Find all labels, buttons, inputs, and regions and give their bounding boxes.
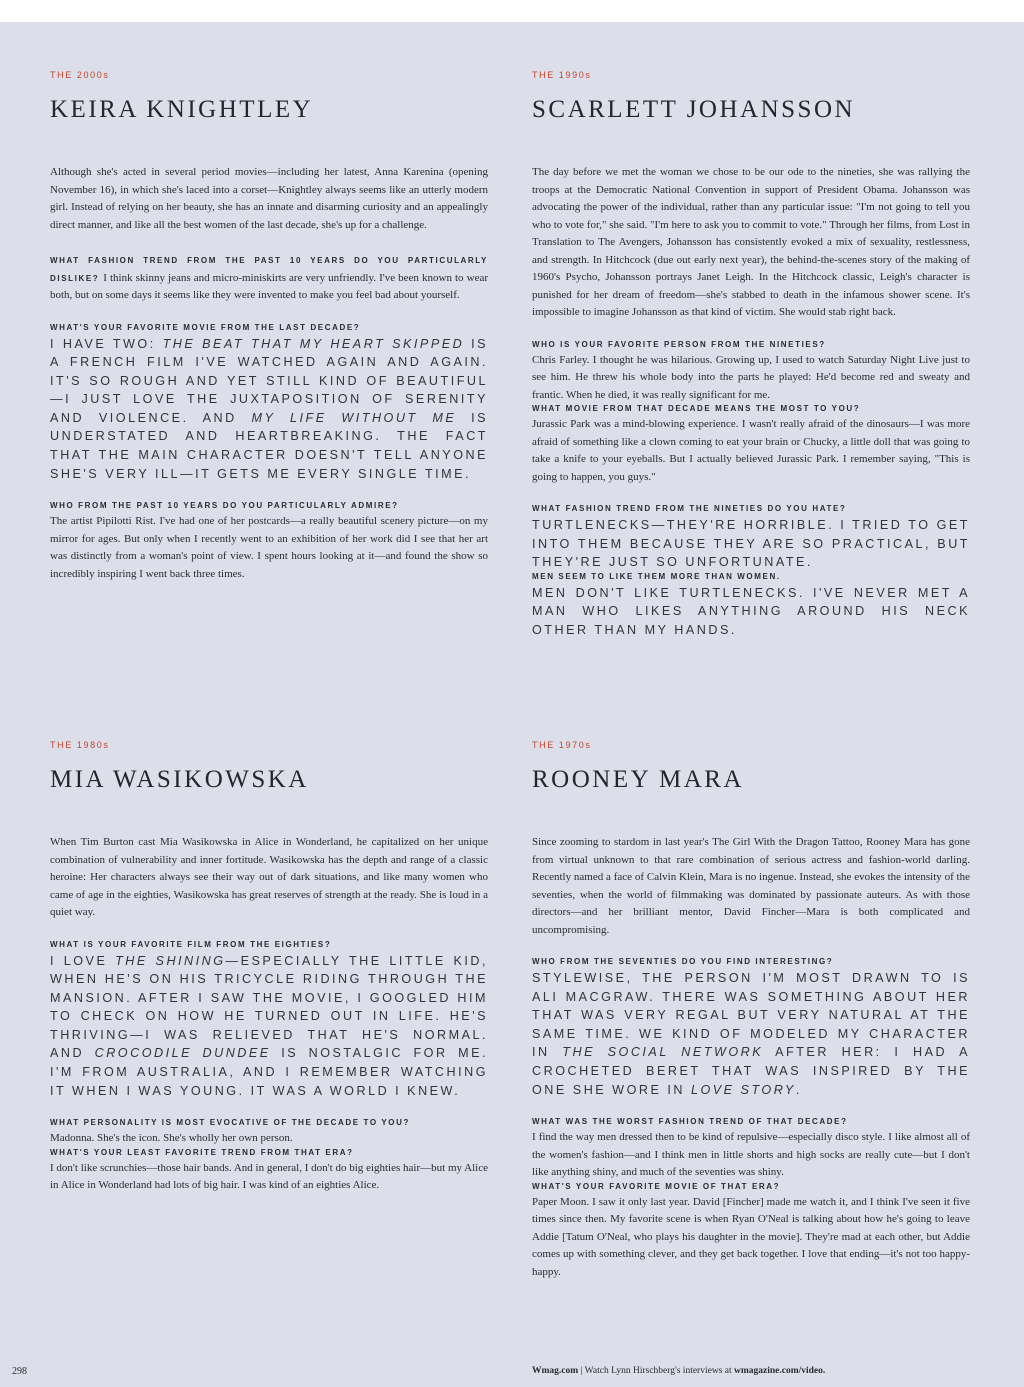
answer: I think skinny jeans and micro-miniskirts are very unfriendly. I've been known to wear both, but on some days it seems like they were invented to make you feel bad about yourself. xyxy=(50,271,488,301)
question: WHO FROM THE SEVENTIES DO YOU FIND INTERESTING? xyxy=(532,957,834,966)
celebrity-name: SCARLETT JOHANSSON xyxy=(532,96,856,123)
film-title: THE BEAT THAT MY HEART SKIPPED xyxy=(162,336,465,351)
film-title: MY LIFE WITHOUT ME xyxy=(251,410,457,425)
answer-text: AFTER HER: I HAD A CROCHETED BERET THAT WAS INSPIRED BY THE ONE SHE WORE IN xyxy=(532,1045,970,1097)
answer-text: IS UNDERSTATED AND HEARTBREAKING. THE FACT THAT THE MAIN CHARACTER DOESN'T TELL ANYONE SHE'S VERY ILL—IT GETS ME EVERY SINGLE TIME. xyxy=(50,410,489,481)
intro-paragraph: Since zooming to stardom in last year's The Girl With the Dragon Tattoo, Rooney Mara has gone from virtual unknown to that rare combination of serious actress and fashion-world darling. Recently named a face of Calvin Klein, Mara is no ingenue. Instead, she evokes the intensity of the seventies, when the world of filmmaking was dominated by passionate auteurs. As with those directors—and her brilliant mentor, David Fincher—Mara is both complicated and uncompromising. xyxy=(532,836,970,936)
question: WHAT'S YOUR FAVORITE MOVIE FROM THE LAST DECADE? xyxy=(50,322,361,332)
pull-answer: MEN DON'T LIKE TURTLENECKS. I'VE NEVER MET A MAN WHO LIKES ANYTHING AROUND HIS NECK OTHER THAN MY HANDS. xyxy=(532,585,970,637)
answer-text: IS NOSTALGIC FOR ME. I'M FROM AUSTRALIA, AND I REMEMBER WATCHING IT WHEN I WAS YOUNG. IT WAS A WORLD I KNEW. xyxy=(50,1046,488,1098)
decade-label: THE 1980s xyxy=(50,740,110,750)
film-title: LOVE STORY xyxy=(690,1082,796,1097)
site-name: Wmag.com xyxy=(532,1366,579,1376)
question: WHAT IS YOUR FAVORITE FILM FROM THE EIGHTIES? xyxy=(50,939,332,949)
answer-text: . xyxy=(795,1082,802,1097)
question: WHAT WAS THE WORST FASHION TREND OF THAT DECADE? xyxy=(532,1117,848,1127)
question: WHAT FASHION TREND FROM THE PAST 10 YEARS DO YOU PARTICULARLY DISLIKE? xyxy=(50,256,488,283)
answer-text: —ESPECIALLY THE LITTLE KID, WHEN HE'S ON HIS TRICYCLE RIDING THROUGH THE MANSION. AFTER I SAW THE MOVIE, I GOOGLED HIM TO CHECK ON HOW HE TURNED OUT IN LIFE. HE'S THRIVING—I WAS RELIEVED THAT HE'S NORMAL. AND xyxy=(50,953,488,1061)
intro-paragraph: The day before we met the woman we chose to be our ode to the nineties, she was rallying the troops at the Democratic National Convention in support of President Obama. Johansson was advocating the power of the individual, rather than any particular issue: "I'm not going to tell you who to vote for," she said. "I'm here to ask you to commit to vote." Through her films, from Lost in Translation to The Avengers, Johansson has consistently evoked a mix of sexuality, restlessness, and strength. In Hitchcock (due out early next year), the behind-the-scenes story of the making of 1960's Psycho, Johansson portrays Janet Leigh. In the Hitchcock classic, Leigh's character is punished for her dream of freedom—she's stabbed to death in the infamous shower scene. It's impossible to imagine Johansson as that kind of victim. She would stab right back. xyxy=(532,166,970,318)
question: WHAT'S YOUR LEAST FAVORITE TREND FROM THAT ERA? xyxy=(50,1147,354,1157)
pull-answer: TURTLENECKS—THEY'RE HORRIBLE. I TRIED TO GET INTO THEM BECAUSE THEY ARE SO PRACTICAL, BUT THEY'RE JUST SO UNFORTUNATE. xyxy=(532,518,970,570)
question: WHAT MOVIE FROM THAT DECADE MEANS THE MOST TO YOU? xyxy=(532,404,861,413)
question: WHAT'S YOUR FAVORITE MOVIE OF THAT ERA? xyxy=(532,1181,781,1191)
pull-answer xyxy=(532,969,970,1099)
answer: Jurassic Park was a mind-blowing experience. I wasn't really afraid of the dinosaurs—I was more afraid of something like a clown coming to eat your brain or Chucky, a little doll that was going to take a knife to your eyeballs. But I actually believed Jurassic Park. I remember saying, "This is going to happen, you guys." xyxy=(532,418,970,483)
answer-text: STYLEWISE, THE PERSON I'M MOST DRAWN TO IS ALI MACGRAW. THERE WAS SOMETHING ABOUT HER THAT WAS VERY REGAL BUT VERY NATURAL AT THE SAME TIME. WE KIND OF MODELED MY CHARACTER IN xyxy=(532,971,970,1060)
answer-text: I HAVE TWO: xyxy=(50,336,163,351)
film-title: CROCODILE DUNDEE xyxy=(94,1046,271,1061)
celebrity-name: ROONEY MARA xyxy=(532,766,744,793)
answer-text: I LOVE xyxy=(50,953,116,968)
answer: Paper Moon. I saw it only last year. David [Fincher] made me watch it, and I think I've seen it five times since then. My favorite scene is when Ryan O'Neal is talking about how he's going to leave Addie [Tatum O'Neal, who plays his daughter in the movie]. They're mad at each other, but Addie comes up with something clever, and they get back together. I love that ending—it's not too happy-happy. xyxy=(532,1195,970,1278)
intro-paragraph: When Tim Burton cast Mia Wasikowska in Alice in Wonderland, he capitalized on her unique combination of vulnerability and inner fortitude. Wasikowska has the depth and range of a classic heroine: Her characters always see their way out of dark situations, and like many women who came of age in the eighties, Wasikowska has great reserves of strength at the ready. She is loud in a quiet way. xyxy=(50,836,488,918)
answer: I find the way men dressed then to be kind of repulsive—especially disco style. I like almost all of the women's fashion—and I think men in little shorts and high socks are really cute—but I don't like anything shiny, and much of the seventies was shiny. xyxy=(532,1131,970,1179)
footer-text: Watch Lynn Hirschberg's interviews at xyxy=(584,1366,734,1376)
film-title: THE SHINING xyxy=(115,953,226,968)
section-rooney-mara xyxy=(532,740,970,1281)
section-mia-wasikowska xyxy=(50,740,488,1195)
section-scarlett-johansson xyxy=(532,70,970,640)
page-number: 298 xyxy=(12,1366,27,1377)
celebrity-name: KEIRA KNIGHTLEY xyxy=(50,96,314,123)
answer: Chris Farley. I thought he was hilarious. Growing up, I used to watch Saturday Night Live just to see him. He threw his whole body into the parts he played: He'd become red and sweaty and frantic. When he died, it was really significant for me. xyxy=(532,353,970,401)
qa-block xyxy=(50,252,488,305)
section-keira-knightley xyxy=(50,70,488,583)
footer-separator: | xyxy=(580,1366,583,1376)
pull-answer xyxy=(50,335,488,484)
question: WHO FROM THE PAST 10 YEARS DO YOU PARTICULARLY ADMIRE? xyxy=(50,501,399,511)
question: WHAT PERSONALITY IS MOST EVOCATIVE OF THE DECADE TO YOU? xyxy=(50,1118,410,1128)
answer: The artist Pipilotti Rist. I've had one of her postcards—a really beautiful scenery picture—on my mirror for ages. But only when I recently went to an exhibition of her work did I see that her art was distinctly from a woman's point of view. I spent hours looking at it—and found the show so incredibly inspiring I went back three times. xyxy=(50,515,488,580)
decade-label: THE 1990s xyxy=(532,70,592,80)
pull-answer xyxy=(50,952,488,1101)
footer-credit xyxy=(532,1366,825,1376)
question: WHO IS YOUR FAVORITE PERSON FROM THE NINETIES? xyxy=(532,339,826,349)
answer: Madonna. She's the icon. She's wholly her own person. xyxy=(50,1132,293,1145)
footer-link[interactable]: wmagazine.com/video. xyxy=(733,1366,826,1376)
decade-label: THE 1970s xyxy=(532,740,592,750)
page-top-edge xyxy=(0,0,1024,22)
celebrity-name: MIA WASIKOWSKA xyxy=(50,766,309,793)
intro-paragraph: Although she's acted in several period movies—including her latest, Anna Karenina (opening November 16), in which she's laced into a corset—Knightley always seems like an utterly modern girl. Instead of relying on her beauty, she has an innate and disarming curiosity and an appealingly direct manner, and like all the best women of the last decade, she's up for a challenge. xyxy=(50,166,488,231)
answer-text: IS A FRENCH FILM I'VE WATCHED AGAIN AND AGAIN. IT'S SO ROUGH AND YET STILL KIND OF BEAUTIFUL—I JUST LOVE THE JUXTAPOSITION OF SERENITY AND VIOLENCE. AND xyxy=(50,336,488,425)
question: MEN SEEM TO LIKE THEM MORE THAN WOMEN. xyxy=(532,571,781,581)
decade-label: THE 2000s xyxy=(50,70,110,80)
question: WHAT FASHION TREND FROM THE NINETIES DO YOU HATE? xyxy=(532,504,847,513)
answer: I don't like scrunchies—those hair bands. And in general, I don't do big eighties hair—but my Alice in Alice in Wonderland had lots of big hair. I was kind of an eighties Alice. xyxy=(50,1161,488,1192)
film-title: THE SOCIAL NETWORK xyxy=(562,1045,764,1060)
